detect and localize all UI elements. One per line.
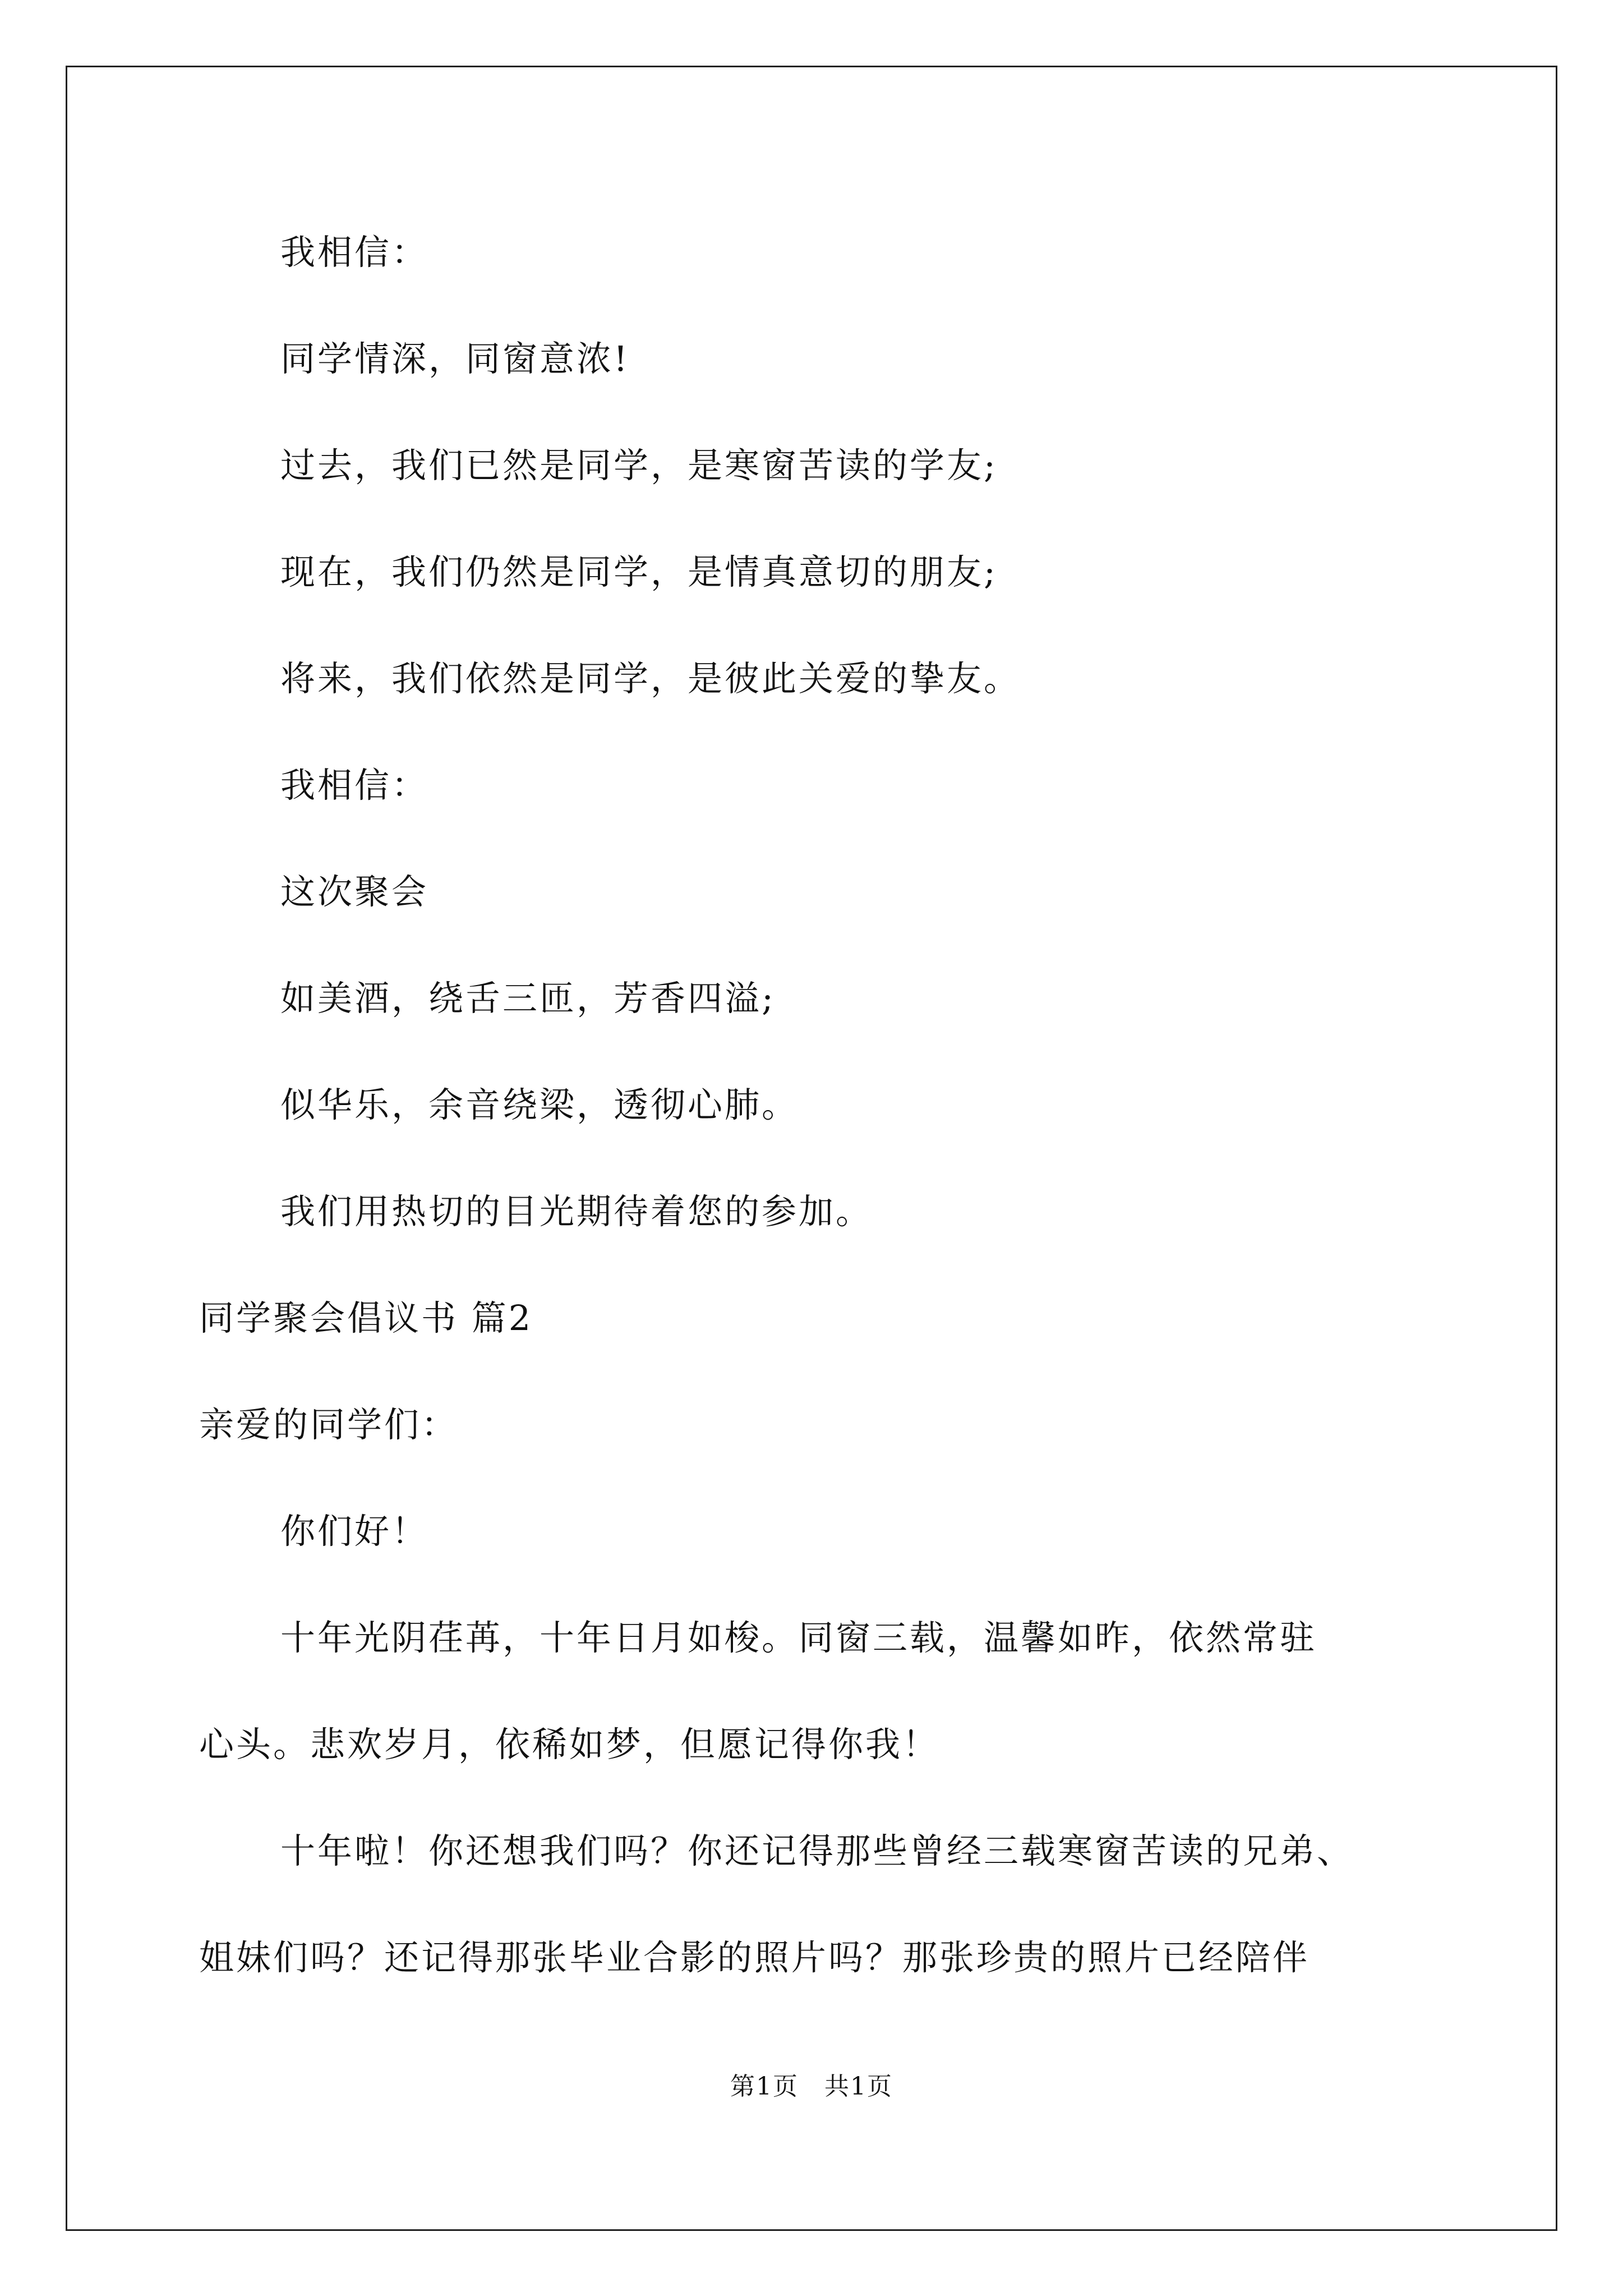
paragraph-line: 我相信：: [280, 232, 429, 273]
paragraph-line: 将来，我们依然是同学，是彼此关爱的挚友。: [280, 658, 1021, 699]
paragraph-line: 过去，我们已然是同学，是寒窗苦读的学友;: [280, 445, 998, 486]
paragraph-line: 这次聚会: [280, 871, 429, 912]
section-heading: 同学聚会倡议书 篇2: [199, 1297, 533, 1338]
paragraph-line: 心头。悲欢岁月，依稀如梦，但愿记得你我！: [199, 1724, 940, 1765]
paragraph-line: 我相信：: [280, 765, 429, 806]
paragraph-line: 同学情深，同窗意浓!: [280, 338, 630, 379]
paragraph-line: 如美酒，绕舌三匝，芳香四溢;: [280, 978, 776, 1019]
paragraph-line: 十年啦！你还想我们吗？你还记得那些曾经三载寒窗苦读的兄弟、: [280, 1830, 1354, 1871]
page-frame: [66, 66, 1557, 2231]
paragraph-line: 你们好！: [280, 1511, 429, 1552]
paragraph-line: 似华乐，余音绕梁，透彻心肺。: [280, 1084, 799, 1125]
paragraph-line: 十年光阴荏苒，十年日月如梭。同窗三载，温馨如昨，依然常驻: [280, 1617, 1317, 1658]
paragraph-line: 我们用热切的目光期待着您的参加。: [280, 1191, 873, 1232]
page-footer: 第1页 共1页: [730, 2072, 893, 2101]
paragraph-line: 现在，我们仍然是同学，是情真意切的朋友;: [280, 551, 998, 592]
salutation: 亲爱的同学们：: [199, 1404, 459, 1445]
paragraph-line: 姐妹们吗？还记得那张毕业合影的照片吗？那张珍贵的照片已经陪伴: [199, 1937, 1310, 1978]
